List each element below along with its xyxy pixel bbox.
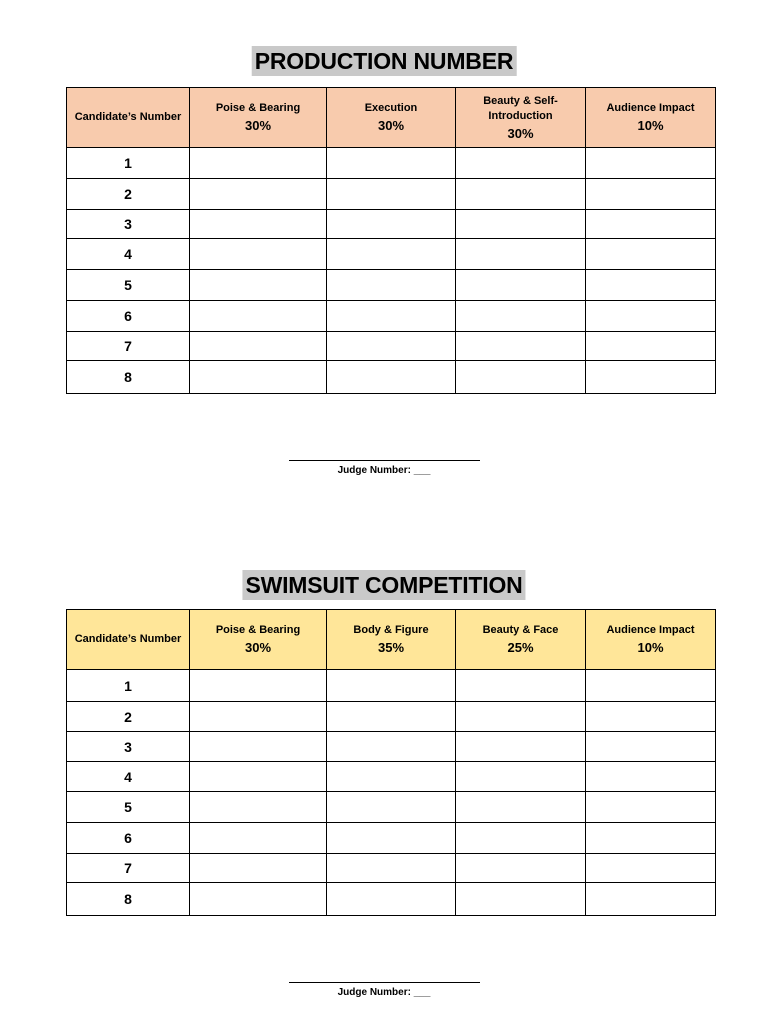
table-row [67, 148, 716, 179]
table-header-row [67, 88, 716, 148]
table-row [67, 239, 716, 270]
score-cell-body-figure[interactable] [327, 702, 456, 732]
score-cell-body-figure[interactable] [327, 854, 456, 883]
judge-signature-line[interactable] [289, 460, 480, 461]
column-weight: 25% [507, 640, 534, 655]
judge-signature-line[interactable] [289, 982, 480, 983]
score-cell-poise-bearing[interactable] [190, 270, 327, 301]
candidate-number-cell: 3 [67, 732, 190, 762]
column-label: Poise & Bearing [215, 624, 301, 636]
score-cell-poise-bearing[interactable] [190, 792, 327, 823]
score-cell-poise-bearing[interactable] [190, 762, 327, 792]
score-cell-beauty-face[interactable] [456, 883, 586, 916]
column-header-beauty-self-introduction [456, 88, 586, 148]
table-row [67, 210, 716, 239]
score-cell-poise-bearing[interactable] [190, 702, 327, 732]
score-cell-execution[interactable] [327, 361, 456, 394]
column-label: Beauty & Self-Introduction [483, 94, 558, 122]
score-cell-audience-impact[interactable] [586, 823, 716, 854]
score-cell-execution[interactable] [327, 210, 456, 239]
candidate-number-cell: 6 [67, 823, 190, 854]
score-cell-body-figure[interactable] [327, 670, 456, 702]
table-row [67, 361, 716, 394]
table-row [67, 823, 716, 854]
candidate-number-cell: 4 [67, 762, 190, 792]
score-cell-audience-impact[interactable] [586, 762, 716, 792]
score-cell-beauty-face[interactable] [456, 702, 586, 732]
candidate-number-cell: 2 [67, 702, 190, 732]
candidate-number-cell: 3 [67, 210, 190, 239]
judge-number-label: Judge Number: ___ [337, 987, 431, 998]
column-header-body-figure [327, 610, 456, 670]
score-cell-audience-impact[interactable] [586, 883, 716, 916]
column-header-candidate-number [67, 610, 190, 670]
candidate-number-cell: 1 [67, 148, 190, 179]
score-cell-poise-bearing[interactable] [190, 179, 327, 210]
score-cell-audience-impact[interactable] [586, 332, 716, 361]
column-weight: 10% [637, 118, 664, 133]
score-cell-beauty-self-introduction[interactable] [456, 301, 586, 332]
score-cell-poise-bearing[interactable] [190, 854, 327, 883]
score-cell-audience-impact[interactable] [586, 239, 716, 270]
column-weight: 30% [377, 118, 405, 133]
column-header-audience-impact [586, 88, 716, 148]
table-row [67, 332, 716, 361]
score-cell-body-figure[interactable] [327, 762, 456, 792]
score-cell-execution[interactable] [327, 301, 456, 332]
column-label: Beauty & Face [482, 624, 559, 636]
column-header-poise-bearing [190, 88, 327, 148]
score-cell-execution[interactable] [327, 148, 456, 179]
score-cell-audience-impact[interactable] [586, 702, 716, 732]
score-cell-body-figure[interactable] [327, 823, 456, 854]
score-cell-body-figure[interactable] [327, 883, 456, 916]
table-row [67, 732, 716, 762]
table-row [67, 702, 716, 732]
score-cell-beauty-self-introduction[interactable] [456, 270, 586, 301]
candidate-number-cell: 8 [67, 361, 190, 394]
candidate-number-cell: 1 [67, 670, 190, 702]
column-label: Execution [364, 102, 418, 114]
score-cell-audience-impact[interactable] [586, 270, 716, 301]
score-cell-audience-impact[interactable] [586, 210, 716, 239]
table-header-row [67, 610, 716, 670]
score-cell-beauty-face[interactable] [456, 823, 586, 854]
column-header-candidate-number [67, 88, 190, 148]
candidate-number-cell: 8 [67, 883, 190, 916]
score-cell-execution[interactable] [327, 179, 456, 210]
candidate-number-cell: 7 [67, 332, 190, 361]
score-cell-poise-bearing[interactable] [190, 823, 327, 854]
column-weight: 30% [507, 125, 534, 141]
score-table-swimsuit-competition [66, 609, 716, 916]
score-cell-audience-impact[interactable] [586, 301, 716, 332]
candidate-number-cell: 6 [67, 301, 190, 332]
score-cell-beauty-self-introduction[interactable] [456, 148, 586, 179]
score-cell-poise-bearing[interactable] [190, 239, 327, 270]
candidate-number-cell: 2 [67, 179, 190, 210]
table-row [67, 854, 716, 883]
score-cell-beauty-face[interactable] [456, 670, 586, 702]
score-cell-execution[interactable] [327, 332, 456, 361]
score-cell-poise-bearing[interactable] [190, 301, 327, 332]
score-cell-beauty-face[interactable] [456, 792, 586, 823]
score-cell-body-figure[interactable] [327, 732, 456, 762]
candidate-number-cell: 7 [67, 854, 190, 883]
column-header-execution [327, 88, 456, 148]
score-cell-audience-impact[interactable] [586, 792, 716, 823]
column-label: Candidate’s Number [74, 111, 182, 123]
column-weight: 30% [244, 640, 272, 655]
candidate-number-cell: 4 [67, 239, 190, 270]
score-cell-beauty-self-introduction[interactable] [456, 210, 586, 239]
score-cell-execution[interactable] [327, 239, 456, 270]
score-cell-poise-bearing[interactable] [190, 361, 327, 394]
score-table-production-number [66, 87, 716, 394]
score-cell-audience-impact[interactable] [586, 732, 716, 762]
column-header-beauty-face [456, 610, 586, 670]
column-weight: 35% [377, 640, 405, 655]
column-label: Body & Figure [353, 624, 429, 636]
score-cell-audience-impact[interactable] [586, 361, 716, 394]
column-label: Poise & Bearing [215, 102, 301, 114]
score-cell-beauty-self-introduction[interactable] [456, 332, 586, 361]
score-cell-execution[interactable] [327, 270, 456, 301]
column-label: Audience Impact [606, 102, 695, 114]
table-row [67, 301, 716, 332]
column-label: Candidate’s Number [74, 633, 182, 645]
score-cell-body-figure[interactable] [327, 792, 456, 823]
table-row [67, 792, 716, 823]
column-header-audience-impact [586, 610, 716, 670]
table-row [67, 270, 716, 301]
column-weight: 10% [637, 640, 664, 655]
score-cell-beauty-face[interactable] [456, 732, 586, 762]
candidate-number-cell: 5 [67, 270, 190, 301]
score-cell-audience-impact[interactable] [586, 854, 716, 883]
judge-number-label: Judge Number: ___ [337, 465, 431, 476]
section-title-swimsuit-competition: SWIMSUIT COMPETITION [242, 570, 525, 600]
score-cell-beauty-face[interactable] [456, 854, 586, 883]
table-row [67, 670, 716, 702]
column-header-poise-bearing [190, 610, 327, 670]
score-cell-poise-bearing[interactable] [190, 883, 327, 916]
score-cell-audience-impact[interactable] [586, 179, 716, 210]
score-cell-audience-impact[interactable] [586, 670, 716, 702]
score-cell-poise-bearing[interactable] [190, 670, 327, 702]
score-cell-beauty-self-introduction[interactable] [456, 179, 586, 210]
table-row [67, 883, 716, 916]
table-row [67, 762, 716, 792]
score-cell-poise-bearing[interactable] [190, 210, 327, 239]
column-weight: 30% [244, 118, 272, 133]
score-cell-poise-bearing[interactable] [190, 332, 327, 361]
section-title-production-number: PRODUCTION NUMBER [252, 46, 517, 76]
score-cell-audience-impact[interactable] [586, 148, 716, 179]
column-label: Audience Impact [606, 624, 695, 636]
score-cell-beauty-self-introduction[interactable] [456, 361, 586, 394]
score-cell-beauty-face[interactable] [456, 762, 586, 792]
score-cell-poise-bearing[interactable] [190, 148, 327, 179]
score-cell-poise-bearing[interactable] [190, 732, 327, 762]
table-row [67, 179, 716, 210]
score-cell-beauty-self-introduction[interactable] [456, 239, 586, 270]
candidate-number-cell: 5 [67, 792, 190, 823]
